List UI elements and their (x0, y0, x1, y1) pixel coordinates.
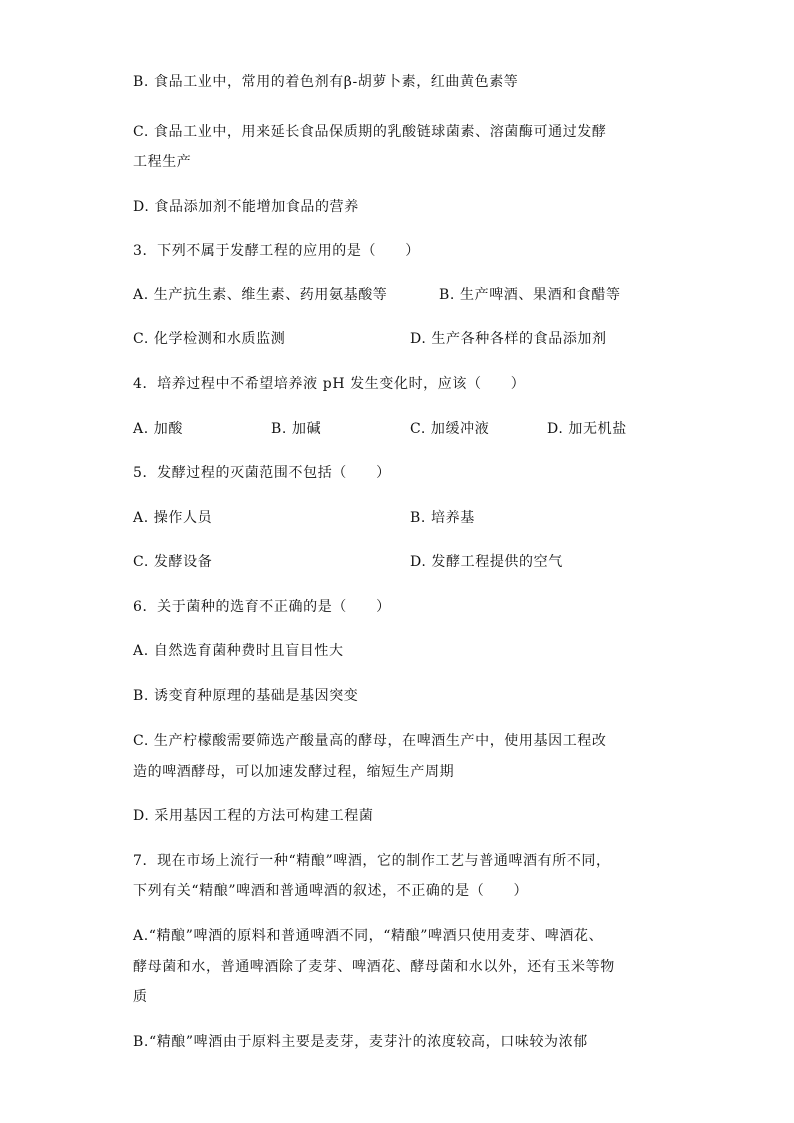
q5-option-a: A. 操作人员 (133, 510, 213, 526)
q3-option-d: D. 生产各种各样的食品添加剂 (410, 331, 607, 347)
q7-option-a-line1: A.“精酿”啤酒的原料和普通啤酒不同，“精酿”啤酒只使用麦芽、啤酒花、 (133, 928, 604, 944)
q4-option-a: A. 加酸 (133, 421, 184, 437)
q6-option-c-line2: 造的啤酒酵母，可以加速发酵过程，缩短生产周期 (133, 764, 455, 780)
question-7-line1: 7．现在市场上流行一种“精酿”啤酒，它的制作工艺与普通啤酒有所不同， (133, 853, 611, 869)
q7-option-a-line3: 质 (133, 989, 148, 1005)
question-4: 4．培养过程中不希望培养液 pH 发生变化时，应该（ ） (133, 376, 526, 392)
q3-option-b: B. 生产啤酒、果酒和食醋等 (439, 287, 621, 303)
question-7-line2: 下列有关“精酿”啤酒和普通啤酒的叙述，不正确的是（ ） (133, 883, 529, 899)
q2-option-c-line1: C. 食品工业中，用来延长食品保质期的乳酸链球菌素、溶菌酶可通过发酵 (133, 124, 607, 140)
q2-option-b: B. 食品工业中，常用的着色剂有β-胡萝卜素，红曲黄色素等 (133, 74, 519, 90)
q4-option-d: D. 加无机盐 (547, 421, 627, 437)
question-5: 5．发酵过程的灭菌范围不包括（ ） (133, 465, 391, 481)
q2-option-d: D. 食品添加剂不能增加食品的营养 (133, 199, 359, 215)
question-6: 6．关于菌种的选育不正确的是（ ） (133, 599, 391, 615)
q3-option-a: A. 生产抗生素、维生素、药用氨基酸等 (133, 287, 388, 303)
q4-option-b: B. 加碱 (271, 421, 322, 437)
q5-option-c: C. 发酵设备 (133, 554, 213, 570)
q5-option-b: B. 培养基 (410, 510, 475, 526)
q6-option-d: D. 采用基因工程的方法可构建工程菌 (133, 808, 374, 824)
question-3: 3．下列不属于发酵工程的应用的是（ ） (133, 243, 420, 259)
q2-option-c-line2: 工程生产 (133, 154, 192, 170)
q6-option-b: B. 诱变育种原理的基础是基因突变 (133, 688, 359, 704)
q3-option-c: C. 化学检测和水质监测 (133, 331, 286, 347)
q7-option-a-line2: 酵母菌和水，普通啤酒除了麦芽、啤酒花、酵母菌和水以外，还有玉米等物 (133, 959, 615, 975)
q6-option-c-line1: C. 生产柠檬酸需要筛选产酸量高的酵母，在啤酒生产中，使用基因工程改 (133, 733, 607, 749)
q7-option-b: B.“精酿”啤酒由于原料主要是麦芽，麦芽汁的浓度较高，口味较为浓郁 (133, 1034, 588, 1050)
q6-option-a: A. 自然选育菌种费时且盲目性大 (133, 643, 344, 659)
q5-option-d: D. 发酵工程提供的空气 (410, 554, 563, 570)
q4-option-c: C. 加缓冲液 (410, 421, 490, 437)
